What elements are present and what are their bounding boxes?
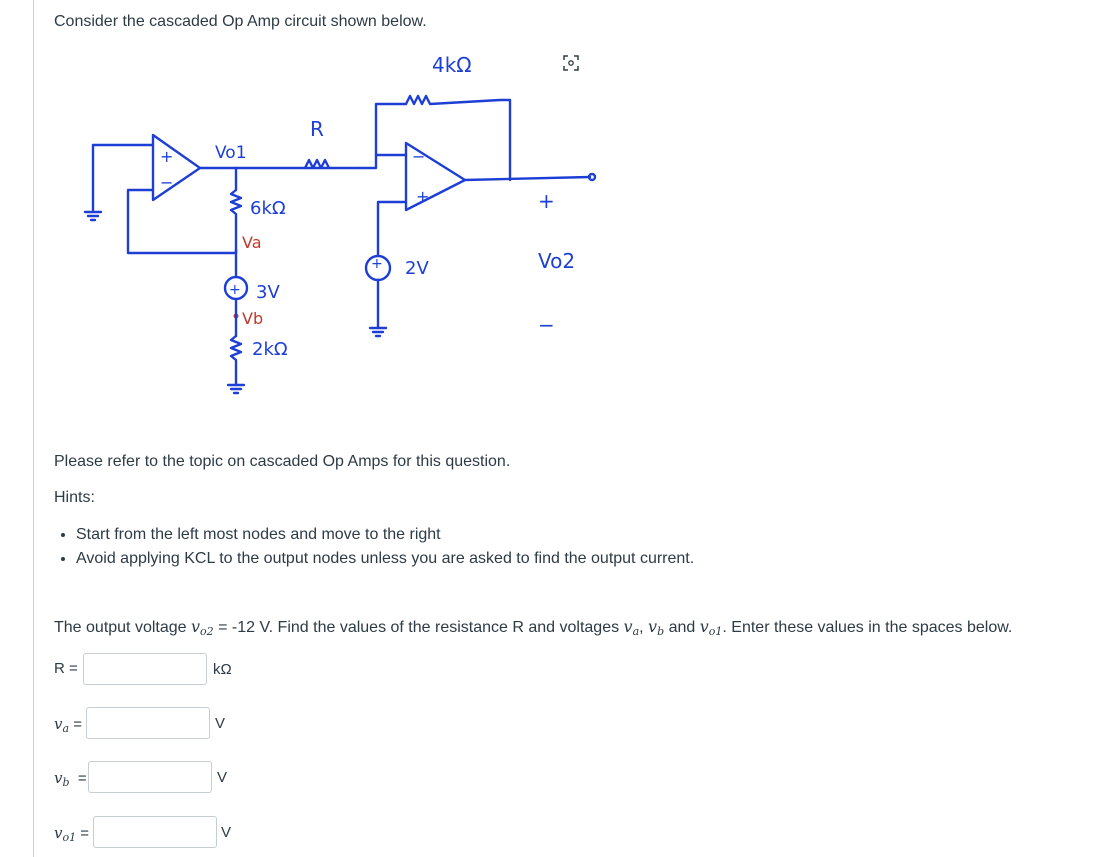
label-6k: 6kΩ bbox=[250, 198, 286, 219]
answer-label-vo1: $v_{o1}$ = bbox=[54, 824, 90, 844]
resistor-4k bbox=[406, 96, 510, 180]
label-vo2: Vo2 bbox=[538, 249, 576, 273]
content-left-border bbox=[33, 0, 34, 857]
vo1-answer-input[interactable] bbox=[93, 816, 217, 848]
question-intro: Consider the cascaded Op Amp circuit shown below. bbox=[54, 13, 427, 30]
answer-label-vb: $v_b$ = bbox=[54, 769, 87, 789]
output-terminal bbox=[589, 174, 595, 180]
hints-title: Hints: bbox=[54, 489, 95, 506]
resistor-2k bbox=[231, 336, 241, 385]
answer-unit-va: V bbox=[215, 715, 226, 732]
opamp2-minus-label: − bbox=[412, 147, 426, 166]
hint-item: • Start from the left most nodes and move to the right bbox=[76, 523, 694, 547]
label-r: R bbox=[310, 117, 324, 141]
opamp2-plus-label: + bbox=[416, 187, 430, 206]
label-3v: 3V bbox=[256, 282, 280, 303]
answer-label-va: $v_a$ = bbox=[54, 715, 82, 735]
vo2-minus-label: − bbox=[538, 313, 555, 337]
source-3v-sign: + bbox=[229, 282, 241, 298]
answer-label-r: R = bbox=[54, 660, 78, 677]
hints-list bbox=[54, 523, 694, 571]
answer-unit-vo1: V bbox=[221, 824, 232, 841]
opamp1-minus-label: − bbox=[160, 173, 174, 192]
answer-unit-vb: V bbox=[217, 769, 228, 786]
ground-3 bbox=[370, 328, 386, 336]
label-2v: 2V bbox=[405, 258, 429, 279]
label-va: Va bbox=[242, 233, 262, 252]
hint-item: • Avoid applying KCL to the output nodes unless you are asked to find the output current. bbox=[76, 547, 694, 571]
answer-unit-r: kΩ bbox=[213, 661, 232, 678]
circuit-diagram bbox=[60, 40, 620, 410]
expand-image-icon[interactable] bbox=[561, 53, 581, 73]
vo2-plus-label: + bbox=[538, 189, 555, 213]
va-answer-input[interactable] bbox=[86, 707, 210, 739]
question-statement: The output voltage vo2 = -12 V. Find the values of the resistance R and voltages va, vb and vo1. Enter these values in the spaces below. bbox=[54, 617, 1013, 638]
label-2k: 2kΩ bbox=[252, 339, 288, 360]
ground-1 bbox=[85, 212, 101, 220]
source-2v-sign: + bbox=[371, 256, 383, 272]
label-vb: Vb bbox=[242, 309, 264, 328]
label-vo1: Vo1 bbox=[215, 143, 247, 163]
resistor-6k bbox=[231, 190, 241, 250]
opamp1-plus-label: + bbox=[160, 147, 174, 166]
r-answer-input[interactable] bbox=[83, 653, 207, 685]
label-4k: 4kΩ bbox=[432, 53, 472, 77]
refer-text: Please refer to the topic on cascaded Op Amps for this question. bbox=[54, 453, 511, 470]
ground-2 bbox=[228, 385, 244, 393]
vb-answer-input[interactable] bbox=[88, 761, 212, 793]
